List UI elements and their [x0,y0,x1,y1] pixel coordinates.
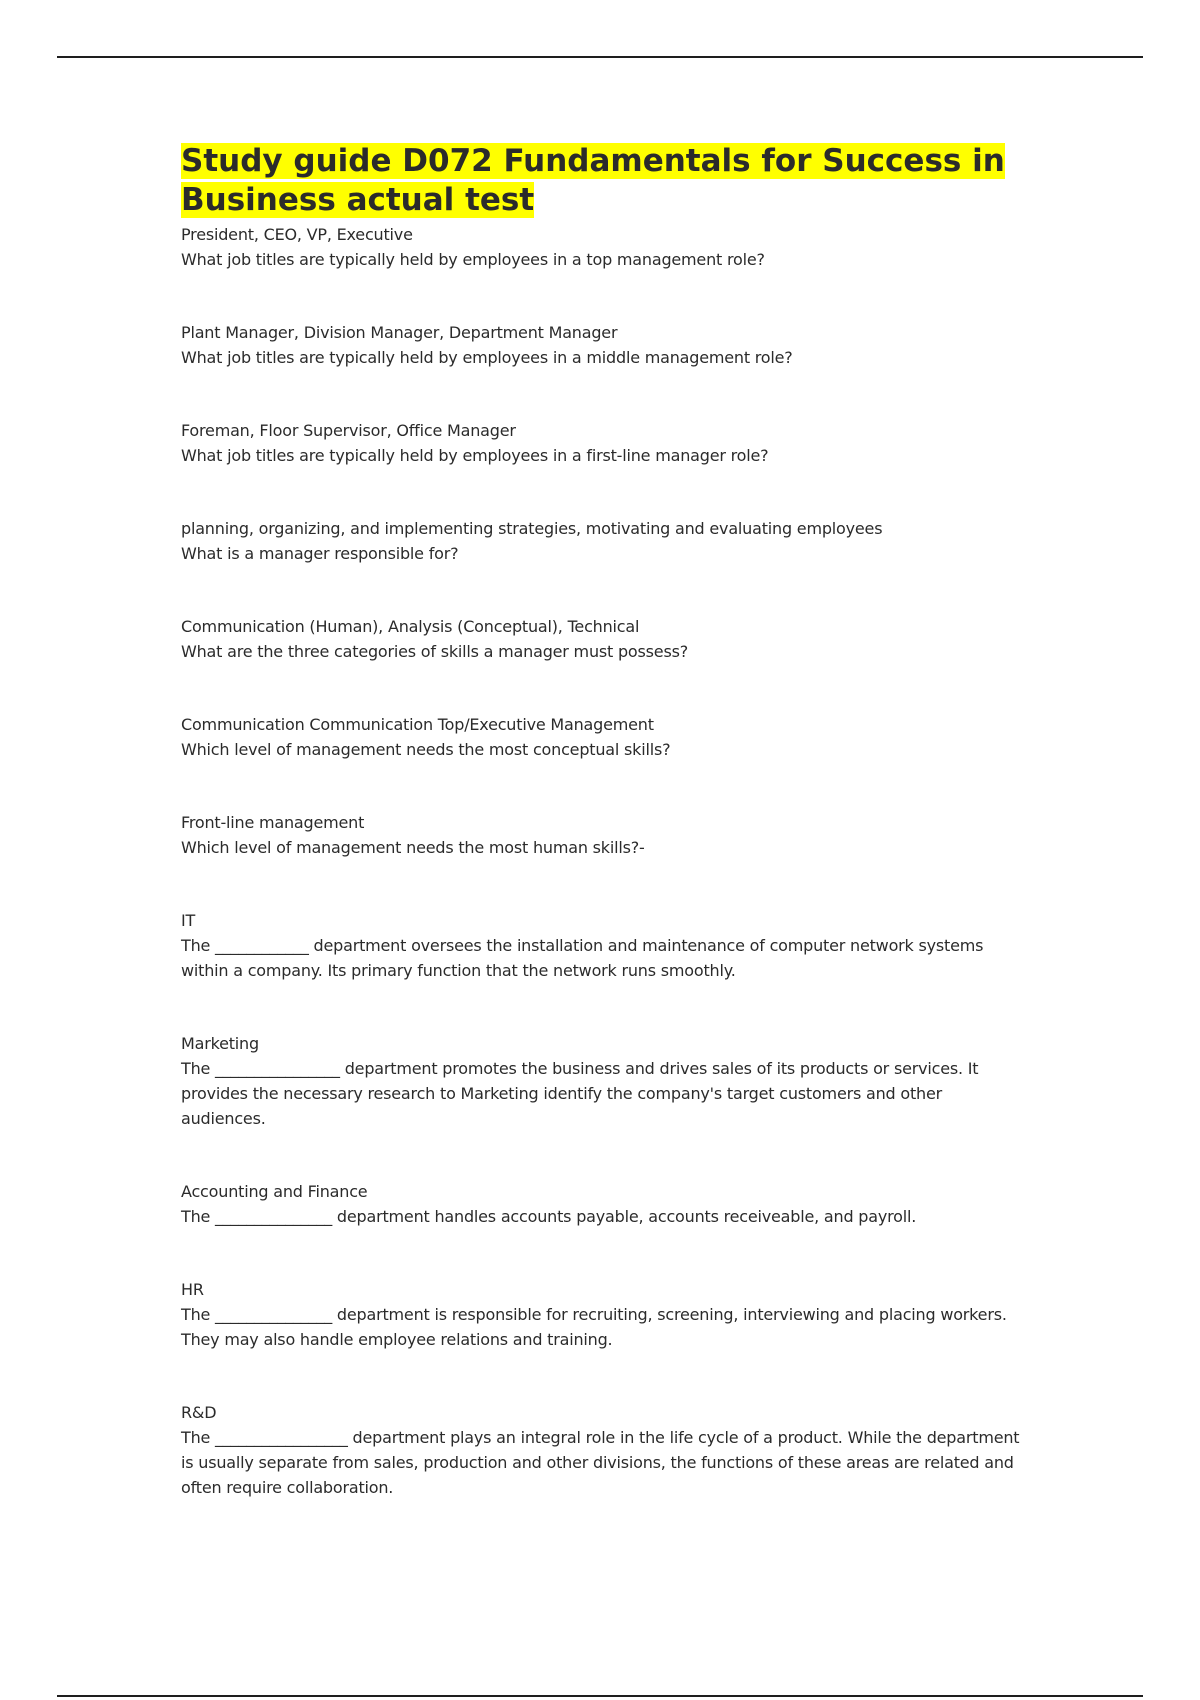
document-body [181,142,1021,1548]
qa-answer: President, CEO, VP, Executive [181,225,413,244]
qa-question: The ____________ department oversees the installation and maintenance of computer network systems within a company. Its primary function that the network runs smoothly. [181,936,984,980]
qa-question: Which level of management needs the most human skills?- [181,838,645,857]
qa-question: What are the three categories of skills a manager must possess? [181,642,689,661]
qa-answer: HR [181,1280,204,1299]
qa-item [181,320,1021,370]
qa-answer: Plant Manager, Division Manager, Department Manager [181,323,618,342]
qa-item [181,810,1021,860]
qa-answer: IT [181,911,196,930]
qa-answer: Accounting and Finance [181,1182,368,1201]
qa-question: What job titles are typically held by employees in a first-line manager role? [181,446,769,465]
footer-rule [57,1695,1143,1697]
qa-item [181,614,1021,664]
qa-question: What job titles are typically held by employees in a top management role? [181,250,765,269]
qa-answer: Communication (Human), Analysis (Conceptual), Technical [181,617,640,636]
qa-question: What job titles are typically held by employees in a middle management role? [181,348,793,367]
qa-answer: Marketing [181,1034,259,1053]
qa-question: Which level of management needs the most conceptual skills? [181,740,671,759]
qa-question: What is a manager responsible for? [181,544,459,563]
qa-item [181,1031,1021,1131]
qa-answer: planning, organizing, and implementing strategies, motivating and evaluating employees [181,519,883,538]
qa-answer: Communication Communication Top/Executive Management [181,715,654,734]
qa-question: The _______________ department is responsible for recruiting, screening, interviewing and placing workers. They may also handle employee relations and training. [181,1305,1007,1349]
qa-list [181,222,1021,1500]
qa-item [181,712,1021,762]
qa-item [181,222,1021,272]
qa-question: The _________________ department plays an integral role in the life cycle of a product. While the department is usually separate from sales, production and other divisions, the functions of these areas are related and often require collaboration. [181,1428,1020,1497]
qa-answer: Foreman, Floor Supervisor, Office Manager [181,421,516,440]
qa-question: The ________________ department promotes the business and drives sales of its products or services. It provides the necessary research to Marketing identify the company's target customers and other audiences. [181,1059,979,1128]
qa-item [181,1179,1021,1229]
document-title [181,142,1021,220]
header-rule [57,56,1143,58]
qa-item [181,418,1021,468]
qa-item [181,1400,1021,1500]
qa-item [181,1277,1021,1352]
qa-item [181,908,1021,983]
qa-answer: Front-line management [181,813,365,832]
qa-item [181,516,1021,566]
qa-question: The _______________ department handles accounts payable, accounts receiveable, and payroll. [181,1207,917,1226]
document-title-text: Study guide D072 Fundamentals for Success in Business actual test [181,143,1005,218]
qa-answer: R&D [181,1403,217,1422]
